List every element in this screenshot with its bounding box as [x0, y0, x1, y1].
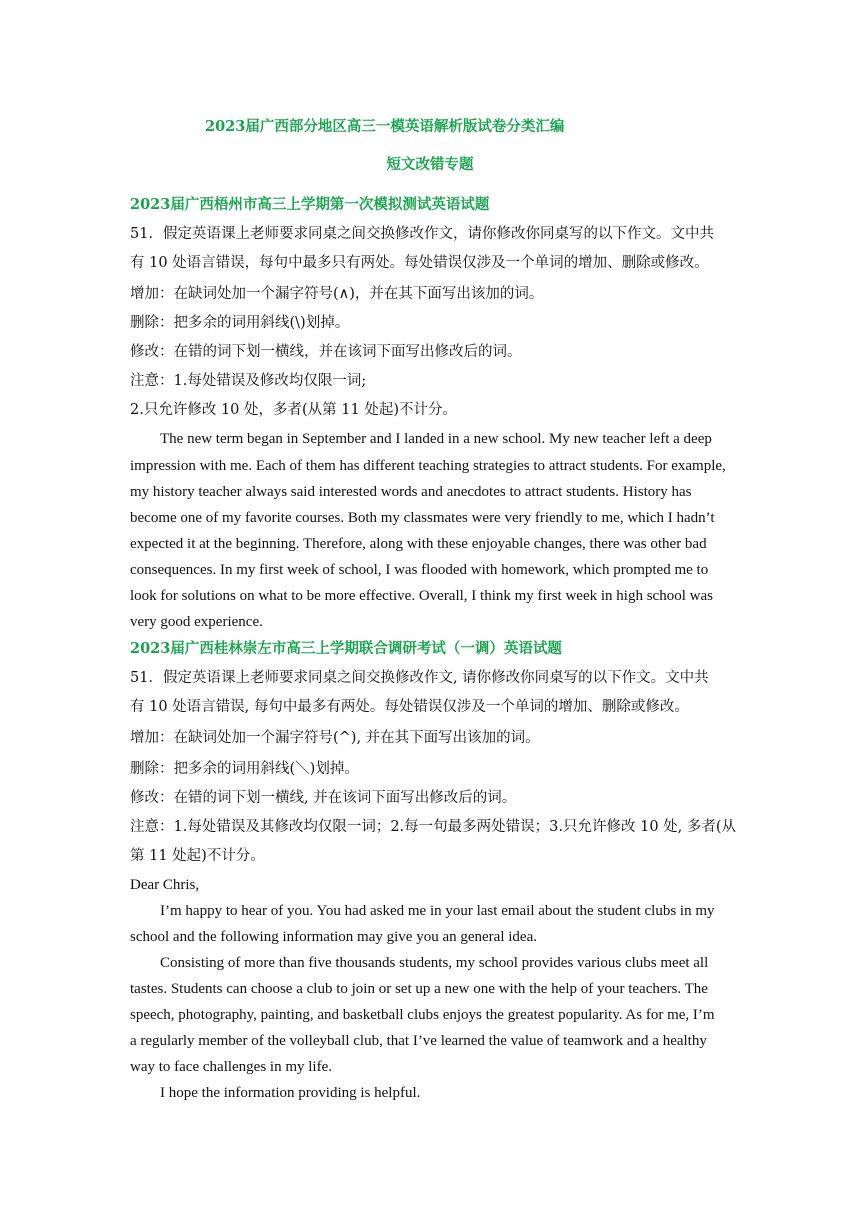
passage-line: a regularly member of the volleyball club, that I’ve learned the value of teamwork and a healthy: [130, 1033, 707, 1049]
passage-line: tastes. Students can choose a club to join or set up a new one with the help of your teachers. The: [130, 981, 708, 997]
passage-line: very good experience.: [130, 614, 263, 630]
question-instruction: 有 10 处语言错误, 每句中最多有两处。每处错误仅涉及一个单词的增加、删除或修改。: [130, 699, 689, 715]
note: 第 11 处起)不计分。: [130, 848, 265, 864]
passage-line: school and the following information may give you an general idea.: [130, 929, 537, 945]
passage-line: I hope the information providing is helpful.: [160, 1085, 421, 1101]
passage-line: The new term began in September and I landed in a new school. My new teacher left a deep: [160, 431, 712, 447]
rule-delete: 删除：把多余的词用斜线(＼)划掉。: [130, 761, 359, 777]
document-subtitle: 短文改错专题: [386, 156, 474, 173]
passage-line: way to face challenges in my life.: [130, 1059, 333, 1075]
rule-modify: 修改：在错的词下划一横线，并在该词下面写出修改后的词。: [130, 344, 522, 360]
passage-line: speech, photography, painting, and basketball clubs enjoys the greatest popularity. As for me, I’m: [130, 1007, 715, 1023]
passage-line: look for solutions on what to be more effective. Overall, I think my first week in high school was: [130, 588, 713, 604]
note: 注意：1.每处错误及其修改均仅限一词；2.每一句最多两处错误；3.只允许修改 10 处, 多者(从: [130, 819, 737, 835]
question-instruction: 51．假定英语课上老师要求同桌之间交换修改作文, 请你修改你同桌写的以下作文。文中共: [130, 670, 709, 686]
rule-add: 增加：在缺词处加一个漏字符号(∧)，并在其下面写出该加的词。: [130, 286, 544, 302]
document-title: 2023届广西部分地区高三一模英语解析版试卷分类汇编: [205, 118, 565, 135]
section-heading: 2023届广西桂林崇左市高三上学期联合调研考试（一调）英语试题: [130, 640, 562, 657]
section-heading: 2023届广西梧州市高三上学期第一次模拟测试英语试题: [130, 196, 490, 213]
note: 2.只允许修改 10 处，多者(从第 11 处起)不计分。: [130, 402, 457, 418]
passage-line: expected it at the beginning. Therefore, along with these enjoyable changes, there was other bad: [130, 536, 707, 552]
note: 注意：1.每处错误及修改均仅限一词;: [130, 373, 367, 389]
question-instruction: 51．假定英语课上老师要求同桌之间交换修改作文，请你修改你同桌写的以下作文。文中共: [130, 226, 714, 242]
passage-line: impression with me. Each of them has different teaching strategies to attract students. For example,: [130, 458, 726, 474]
rule-delete: 删除：把多余的词用斜线(\)划掉。: [130, 315, 350, 331]
letter-greeting: Dear Chris,: [130, 877, 200, 893]
rule-modify: 修改：在错的词下划一横线, 并在该词下面写出修改后的词。: [130, 790, 517, 806]
passage-line: Consisting of more than five thousands students, my school provides various clubs meet all: [160, 955, 709, 971]
passage-line: become one of my favorite courses. Both my classmates were very friendly to me, which I hadn’t: [130, 510, 715, 526]
question-instruction: 有 10 处语言错误，每句中最多只有两处。每处错误仅涉及一个单词的增加、删除或修改。: [130, 255, 709, 271]
passage-line: my history teacher always said interested words and anecdotes to attract students. History has: [130, 484, 692, 500]
passage-line: consequences. In my first week of school, I was flooded with homework, which prompted me to: [130, 562, 709, 578]
rule-add: 增加：在缺词处加一个漏字符号(^), 并在其下面写出该加的词。: [130, 730, 540, 746]
passage-line: I’m happy to hear of you. You had asked me in your last email about the student clubs in my: [160, 903, 715, 919]
